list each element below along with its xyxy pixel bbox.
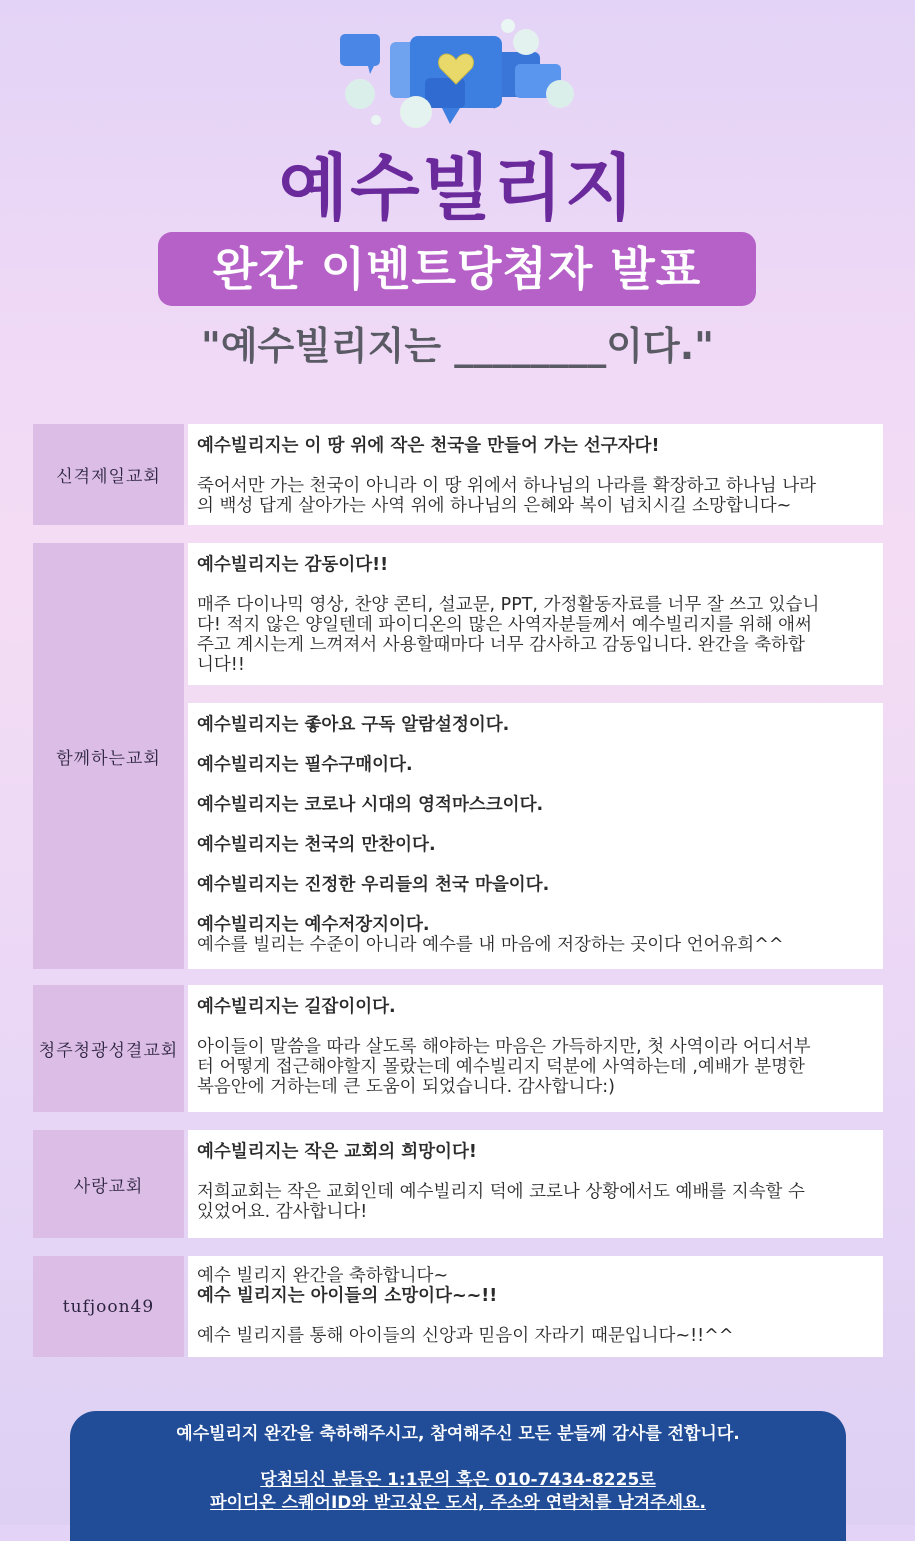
footer-banner [70, 1411, 846, 1541]
entry-body-line: 죽어서만 가는 천국이 아니라 이 땅 위에서 하나님의 나라를 확장하고 하나님 나라 [197, 476, 817, 496]
entry-headline: 예수빌리지는 이 땅 위에 작은 천국을 만들어 가는 선구자다! [197, 436, 660, 456]
pearl-icon [501, 19, 515, 33]
entry-body-line: 다! 적지 않은 양일텐데 파이디온의 많은 사역자분들께서 예수빌리지를 위해 애써 [197, 615, 812, 635]
page-title: 예수빌리지 [278, 146, 637, 230]
hero-header [0, 0, 915, 400]
church-name: 함께하는교회 [33, 543, 184, 969]
announcement-subtitle: 완간 이벤트당첨자 발표 [158, 232, 756, 306]
entry-body-line: 예수 빌리지를 통해 아이들의 신앙과 믿음이 자라기 때문입니다~!!^^ [197, 1326, 734, 1346]
entry-body-line: 저희교회는 작은 교회인데 예수빌리지 덕에 코로나 상황에서도 예배를 지속할 수 [197, 1182, 805, 1202]
entry-body-line: 있었어요. 감사합니다! [197, 1202, 368, 1222]
entry-body-line: 주고 계시는게 느껴져서 사용할때마다 너무 감사하고 감동입니다. 완간을 축하합 [197, 635, 805, 655]
entry-row [33, 543, 883, 969]
entry-headline: 예수빌리지는 길잡이이다. [197, 997, 396, 1017]
entry-card [188, 1130, 883, 1238]
entry-item: 예수빌리지는 좋아요 구독 알람설정이다. [197, 715, 510, 735]
entry-row [33, 985, 883, 1112]
pearl-icon [513, 29, 539, 55]
entry-body-line: 터 어떻게 접근해야할지 몰랐는데 예수빌리지 덕분에 사역하는데 ,예배가 분명한 [197, 1057, 805, 1077]
contact-line: 파이디온 스퀘어ID와 받고싶은 도서, 주소와 연락처를 남겨주세요. [210, 1493, 706, 1513]
pearl-icon [371, 115, 381, 125]
entry-card [188, 703, 883, 969]
pearl-icon [345, 79, 375, 109]
entry-headline: 예수빌리지는 감동이다!! [197, 555, 389, 575]
entry-card [188, 1256, 883, 1357]
contact-line: 당첨되신 분들은 1:1문의 혹은 010-7434-8225로 [260, 1470, 656, 1490]
entry-headline: 예수 빌리지는 아이들의 소망이다~~!! [197, 1286, 498, 1306]
entry-note: 예수를 빌리는 수준이 아니라 예수를 내 마음에 저장하는 곳이다 언어유희^^ [197, 935, 784, 955]
entry-card [188, 543, 883, 685]
speech-bubble-icon [425, 78, 465, 108]
entry-body-line: 아이들이 말씀을 따라 살도록 해야하는 마음은 가득하지만, 첫 사역이라 어디서부 [197, 1037, 811, 1057]
entry-row [33, 1256, 883, 1357]
entry-headline: 예수빌리지는 작은 교회의 희망이다! [197, 1142, 477, 1162]
thanks-text: 예수빌리지 완간을 축하해주시고, 참여해주신 모든 분들께 감사를 전합니다. [176, 1424, 740, 1444]
entry-row [33, 1130, 883, 1238]
entry-row [33, 424, 883, 525]
entry-item: 예수빌리지는 진정한 우리들의 천국 마을이다. [197, 875, 550, 895]
church-name: 사랑교회 [33, 1130, 184, 1238]
entry-body-line: 매주 다이나믹 영상, 찬양 콘티, 설교문, PPT, 가정활동자료를 너무 잘 쓰고 있습니 [197, 595, 820, 615]
entry-item: 예수빌리지는 천국의 만찬이다. [197, 835, 436, 855]
speech-bubbles-illustration [330, 12, 590, 137]
pearl-icon [546, 80, 574, 108]
entry-card [188, 985, 883, 1112]
entry-pre: 예수 빌리지 완간을 축하합니다~ [197, 1266, 449, 1286]
prompt-quote: "예수빌리지는 ________이다." [201, 324, 714, 368]
speech-bubble-icon [340, 34, 380, 74]
entry-item: 예수빌리지는 필수구매이다. [197, 755, 413, 775]
entry-body-line: 니다!! [197, 655, 245, 675]
entry-body-line: 복음안에 거하는데 큰 도움이 되었습니다. 감사합니다:) [197, 1077, 616, 1097]
entry-item: 예수빌리지는 코로나 시대의 영적마스크이다. [197, 795, 544, 815]
entry-item: 예수빌리지는 예수저장지이다. [197, 915, 430, 935]
church-name: 청주청광성결교회 [33, 985, 184, 1112]
entry-card [188, 424, 883, 525]
pearl-icon [400, 96, 432, 128]
church-name: tufjoon49 [33, 1256, 184, 1357]
entry-body-line: 의 백성 답게 살아가는 사역 위에 하나님의 은혜와 복이 넘치시길 소망합니다~ [197, 496, 792, 516]
church-name: 신격제일교회 [33, 424, 184, 525]
